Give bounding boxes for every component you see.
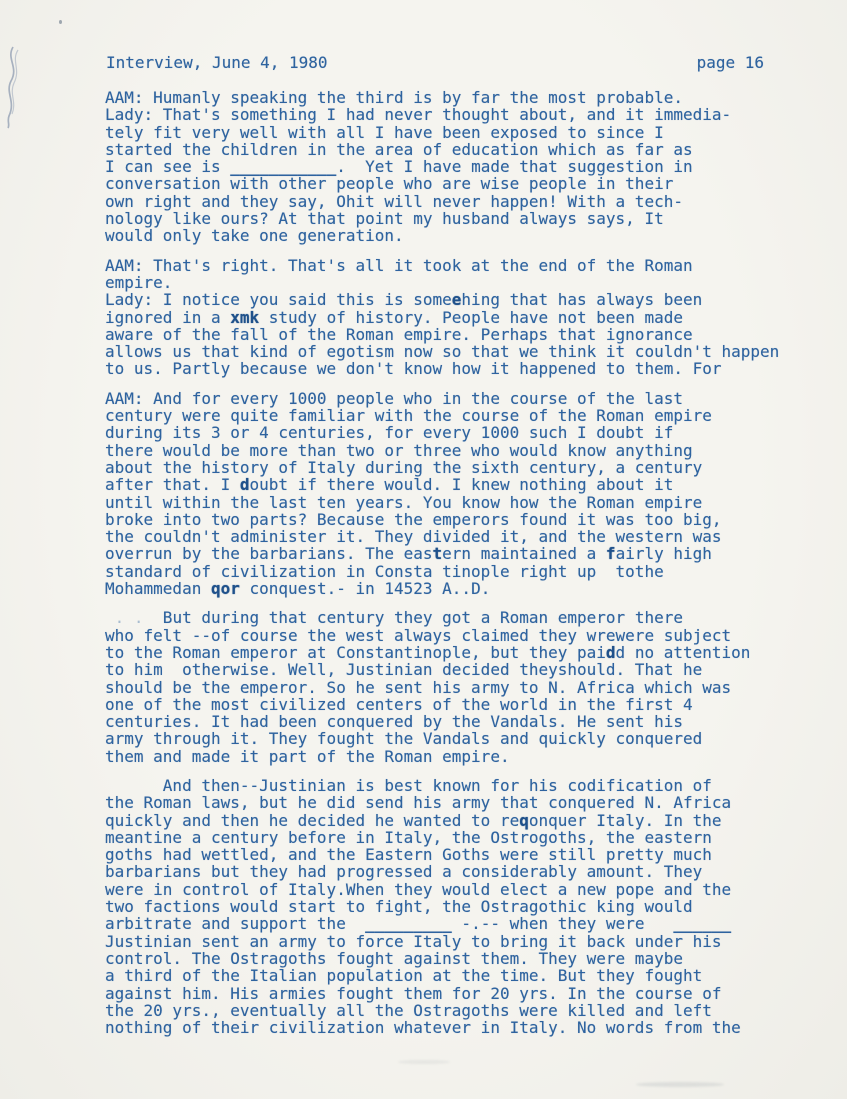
- text-line: AAM: Humanly speaking the third is by far the most probable.: [105, 88, 683, 107]
- text-line: one of the most civilized centers of the world in the first 4: [105, 694, 693, 714]
- page-body: [105, 89, 779, 1048]
- header-title: Interview, June 4, 1980: [106, 53, 328, 72]
- text-line: after that. I doubt if there would. I knew nothing about it: [105, 475, 674, 495]
- text-line: the couldn't administer it. They divided it, and the western was: [105, 527, 722, 547]
- text-line: the Roman laws, but he did send his army that conquered N. Africa: [105, 793, 732, 813]
- text-line: AAM: And for every 1000 people who in the course of the last: [105, 388, 683, 408]
- text-line: standard of civilization in Consta tinople right up tothe: [105, 561, 664, 581]
- text-line: century were quite familiar with the course of the Roman empire: [105, 406, 712, 426]
- text-line: there would be more than two or three who would know anything: [105, 440, 693, 460]
- text-line: ignored in a xmk study of history. People have not been made: [105, 307, 683, 327]
- text-line: to him otherwise. Well, Justinian decided theyshould. That he: [105, 660, 703, 680]
- pen-squiggle-mark: [2, 42, 30, 135]
- paragraph: [105, 257, 779, 378]
- text-line: army through it. They fought the Vandals and quickly conquered: [105, 729, 703, 749]
- text-line: . . But during that century they got a Roman emperor there: [105, 608, 683, 628]
- scan-smudge-mark: [398, 1060, 450, 1064]
- text-line: arbitrate and support the _________ -.-- when they were ______: [105, 914, 732, 934]
- text-line: Justinian sent an army to force Italy to bring it back under his: [105, 931, 722, 951]
- text-line: to us. Partly because we don't know how it happened to them. For: [105, 359, 722, 379]
- text-line: allows us that kind of egotism now so that we think it couldn't happen: [105, 342, 780, 362]
- text-line: started the children in the area of education which as far as: [105, 139, 693, 159]
- page-header: [106, 54, 764, 71]
- text-line: them and made it part of the Roman empire.: [105, 746, 510, 766]
- text-line: conversation with other people who are wise people in their: [105, 174, 674, 194]
- text-line: until within the last ten years. You know how the Roman empire: [105, 492, 703, 512]
- text-line: control. The Ostragoths fought against them. They were maybe: [105, 948, 683, 968]
- text-line: about the history of Italy during the sixth century, a century: [105, 457, 703, 477]
- text-line: against him. His armies fought them for 20 yrs. In the course of: [105, 983, 722, 1003]
- text-line: barbarians but they had progressed a considerably amount. They: [105, 862, 703, 882]
- page-number: page 16: [696, 53, 764, 72]
- paragraph: [105, 777, 779, 1036]
- text-line: the 20 yrs., eventually all the Ostragoths were killed and left: [105, 1000, 712, 1020]
- text-line: who felt --of course the west always claimed they wrewere subject: [105, 625, 732, 645]
- text-line: I can see is ___________. Yet I have made that suggestion in: [105, 157, 693, 177]
- text-line: empire.: [105, 272, 173, 292]
- text-line: Lady: That's something I had never thought about, and it immedia-: [105, 105, 732, 125]
- text-line: were in control of Italy.When they would elect a new pope and the: [105, 879, 732, 899]
- text-line: Lady: I notice you said this is someehing that has always been: [105, 290, 703, 310]
- text-line: quickly and then he decided he wanted to reqonquer Italy. In the: [105, 810, 722, 830]
- text-line: tely fit very well with all I have been exposed to since I: [105, 122, 664, 142]
- text-line: AAM: That's right. That's all it took at the end of the Roman: [105, 255, 693, 275]
- text-line: goths had wettled, and the Eastern Goths were still pretty much: [105, 845, 712, 865]
- ink-dot-mark: [59, 20, 62, 24]
- paragraph: [105, 390, 779, 598]
- paragraph: [105, 89, 779, 245]
- text-line: meantine a century before in Italy, the Ostrogoths, the eastern: [105, 827, 712, 847]
- text-line: to the Roman emperor at Constantinople, but they paidd no attention: [105, 642, 751, 662]
- text-line: during its 3 or 4 centuries, for every 1000 such I doubt if: [105, 423, 674, 443]
- text-line: a third of the Italian population at the time. But they fought: [105, 966, 703, 986]
- text-line: nology like ours? At that point my husband always says, It: [105, 209, 664, 229]
- text-line: centuries. It had been conquered by the Vandals. He sent his: [105, 712, 683, 732]
- text-line: broke into two parts? Because the emperors found it was too big,: [105, 509, 722, 529]
- text-line: Mohammedan qor conquest.- in 14523 A..D.: [105, 579, 491, 599]
- text-line: would only take one generation.: [105, 226, 404, 246]
- text-line: overrun by the barbarians. The eastern maintained a fairly high: [105, 544, 712, 564]
- text-line: own right and they say, Ohit will never happen! With a tech-: [105, 191, 683, 211]
- text-line: nothing of their civilization whatever in Italy. No words from the: [105, 1018, 741, 1038]
- paragraph: [105, 609, 779, 765]
- text-line: And then--Justinian is best known for his codification of: [105, 775, 712, 795]
- scan-smudge-mark: [636, 1082, 724, 1087]
- text-line: should be the emperor. So he sent his army to N. Africa which was: [105, 677, 732, 697]
- text-line: aware of the fall of the Roman empire. Perhaps that ignorance: [105, 324, 693, 344]
- text-line: two factions would start to fight, the Ostragothic king would: [105, 897, 693, 917]
